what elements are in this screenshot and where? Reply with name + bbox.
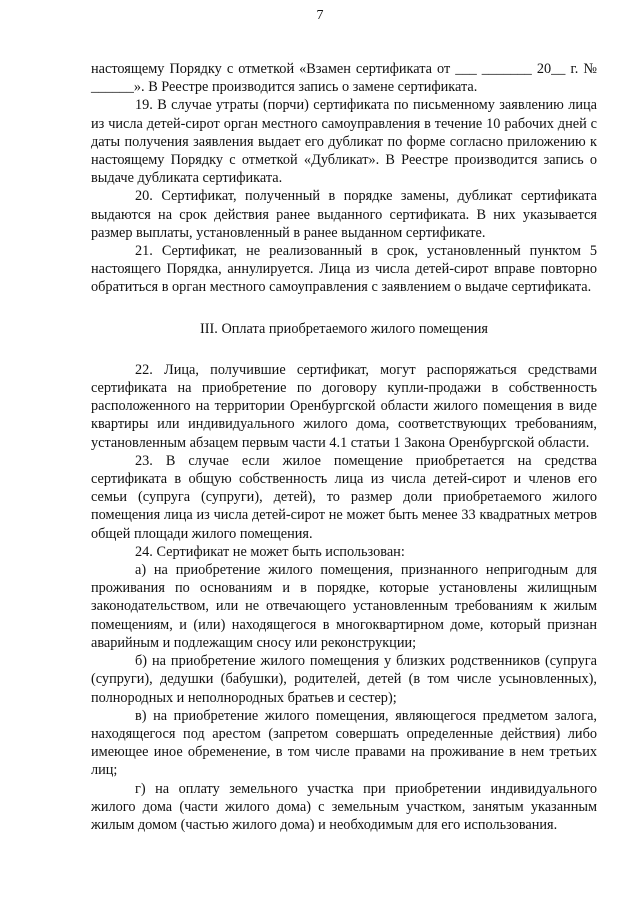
paragraph-19: 19. В случае утраты (порчи) сертификата по письменному заявлению лица из числа детей-сирот орган местного самоуправления в течение 10 рабочих дней с даты получения заявления выдает его дубликат по форме согласно приложению к настоящему Порядку с отметкой «Дубликат». В Реестре производится запись о выдаче дубликата сертификата. [91, 97, 597, 187]
paragraph-23: 23. В случае если жилое помещение приобретается на средства сертификата в общую собственность лица из числа детей-сирот и членов его семьи (супруга (супруги), детей), то размер доли приобретаемого жилого помещения лица из числа детей-сирот не может быть менее 33 квадратных метров общей площади жилого помещения. [91, 452, 597, 542]
paragraph-continuation: настоящему Порядку с отметкой «Взамен сертификата от ___ _______ 20__ г. № ______». В Реестре производится запись о замене сертификата. [91, 61, 597, 96]
list-item-a: а) на приобретение жилого помещения, признанного непригодным для проживания по основаниям и в порядке, которые установлены жилищным законодательством, или не отвечающего установленным требованиям к жилым помещениям, и (или) находящегося в многоквартирном доме, который признан аварийным и подлежащим сносу или реконструкции; [91, 562, 597, 651]
list-item-b: б) на приобретение жилого помещения у близких родственников (супруга (супруги), дедушки (бабушки), родителей, детей (в том числе усыновленных), полнородных и неполнородных братьев и сестер); [91, 653, 597, 706]
list-item-v: в) на приобретение жилого помещения, являющегося предметом залога, находящегося под арестом (запретом совершать определенные действия) либо имеющее иное обременение, в том числе правами на проживание в нем третьих лиц; [91, 707, 597, 779]
paragraph-24: 24. Сертификат не может быть использован: [135, 543, 405, 560]
page-number: 7 [316, 8, 324, 23]
document-body [91, 60, 597, 834]
section-heading: III. Оплата приобретаемого жилого помещения [200, 320, 488, 337]
list-item-g: г) на оплату земельного участка при приобретении индивидуального жилого дома (части жилого дома) с земельным участком, занятым указанным жилым домом (частью жилого дома) и необходимым для его использования. [91, 780, 597, 833]
paragraph-22: 22. Лица, получившие сертификат, могут распоряжаться средствами сертификата на приобретение по договору купли-продажи в собственность расположенного на территории Оренбургской области жилого помещения в виде квартиры или индивидуального жилого дома, соответствующих требованиям, установленным абзацем первым части 4.1 статьи 1 Закона Оренбургской области. [91, 361, 597, 451]
paragraph-21: 21. Сертификат, не реализованный в срок, установленный пунктом 5 настоящего Порядка, аннулируется. Лица из числа детей-сирот вправе повторно обратиться в орган местного самоуправления с заявлением о выдаче сертификата. [91, 243, 597, 296]
paragraph-20: 20. Сертификат, полученный в порядке замены, дубликат сертификата выдаются на срок действия ранее выданного сертификата. В них указывается размер выплаты, установленный в ранее выданном сертификате. [91, 188, 597, 241]
